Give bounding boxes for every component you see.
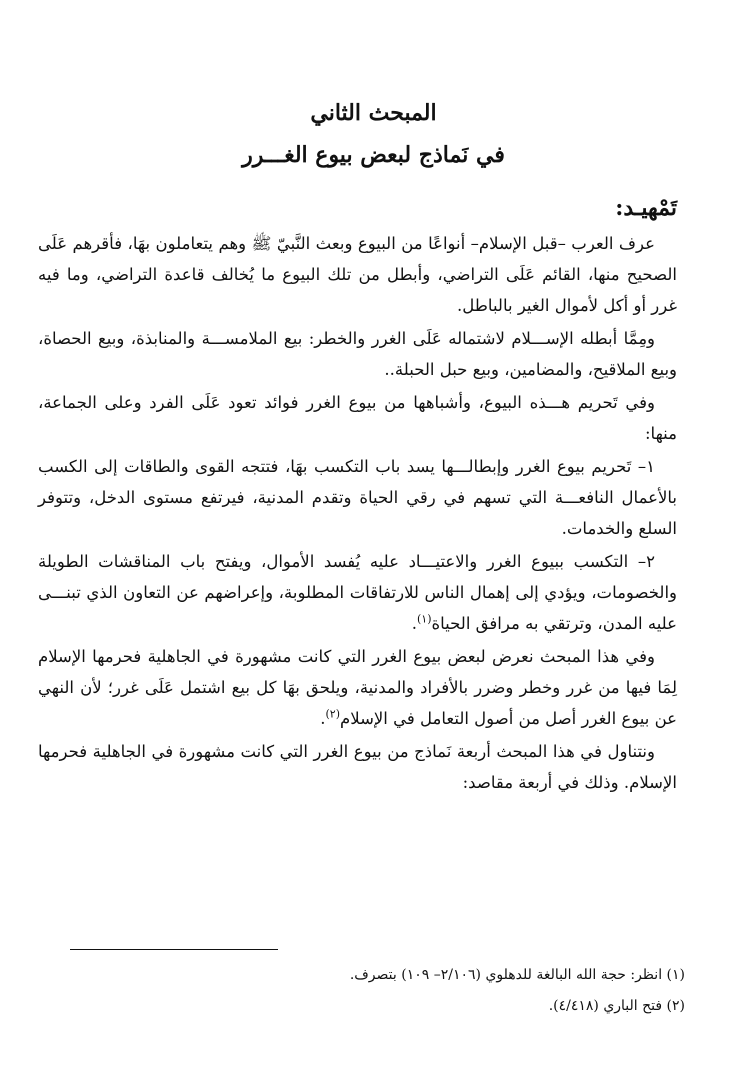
paragraph-section-scope-period: .	[320, 709, 326, 728]
preface-heading: تَمْهيـد:	[615, 195, 677, 221]
paragraph-benefit-2-period: .	[411, 614, 417, 633]
paragraph-invalidated-sales: ومِمَّا أبطله الإســـلام لاشتماله عَلَى الغرر والخطر: بيع الملامســـة والمنابذة، وبيع الحصاة، وبيع الملاقيح، والمضامين، وبيع حبل الحبلة..	[38, 329, 677, 379]
section-subtitle: في نَماذج لبعض بيوع الغـــرر	[242, 142, 505, 168]
paragraph-benefit-2	[38, 546, 677, 639]
paragraph-section-scope-text: وفي هذا المبحث نعرض لبعض بيوع الغرر التي كانت مشهورة في الجاهلية فحرمها الإسلام لِمَا فيها من غرر وخطر وضرر بالأفراد والمدنية، ويلحق بهَا كل بيع اشتمل عَلَى غرر؛ لأن النهي عن بيوع الغرر أصل من أصول التعامل في الإسلام	[38, 647, 677, 728]
footnote-1: (١) انظر: حجة الله البالغة للدهلوي (٢/١٠٦– ١٠٩) بتصرف.	[349, 967, 685, 983]
footnote-2: (٢) فتح الباري (٤/٤١٨).	[548, 998, 685, 1014]
paragraph-benefit-1: ١– تَحريم بيوع الغرر وإبطالـــها يسد باب التكسب بهَا، فتتجه القوى والطاقات إلى الكسب بالأعمال النافعـــة التي تسهم في رقي الحياة وتقدم المدنية، فيرتفع مستوى الدخل، وتتوفر السلع والخدمات.	[38, 457, 677, 538]
footnote-ref-1: (١)	[416, 612, 432, 626]
section-title: المبحث الثاني	[310, 100, 437, 126]
paragraph-section-scope	[38, 641, 677, 734]
title-block	[40, 92, 707, 176]
paragraph-benefit-2-text: ٢– التكسب ببيوع الغرر والاعتيـــاد عليه يُفسد الأموال، ويفتح باب المناقشات الطويلة والخصومات، ويؤدي إلى إهمال الناس للارتفاقات المطلوبة، وإعراضهم عن التعاون الذي تبنـــى عليه المدن، وترتقي به مرافق الحياة	[38, 552, 677, 633]
paragraph-section-outline: ونتناول في هذا المبحث أربعة نَماذج من بيوع الغرر التي كانت مشهورة في الجاهلية فحرمها الإسلام. وذلك في أربعة مقاصد:	[38, 742, 677, 792]
footnotes	[40, 960, 685, 1022]
paragraph-intro: عرف العرب –قبل الإسلام– أنواعًا من البيوع وبعث النَّبيّ ﷺ وهم يتعاملون بهَا، فأقرهم عَلَى الصحيح منها، القائم عَلَى التراضي، وأبطل من تلك البيوع ما يُخالف قاعدة التراضي، وما فيه غرر أو أكل لأموال الغير بالباطل.	[38, 234, 677, 315]
body-text	[38, 228, 677, 800]
paragraph-benefits-intro: وفي تَحريم هـــذه البيوع، وأشباهها من بيوع الغرر فوائد تعود عَلَى الفرد وعلى الجماعة، منها:	[38, 393, 677, 443]
footnote-separator	[70, 949, 278, 950]
footnote-ref-2: (٢)	[325, 707, 341, 721]
